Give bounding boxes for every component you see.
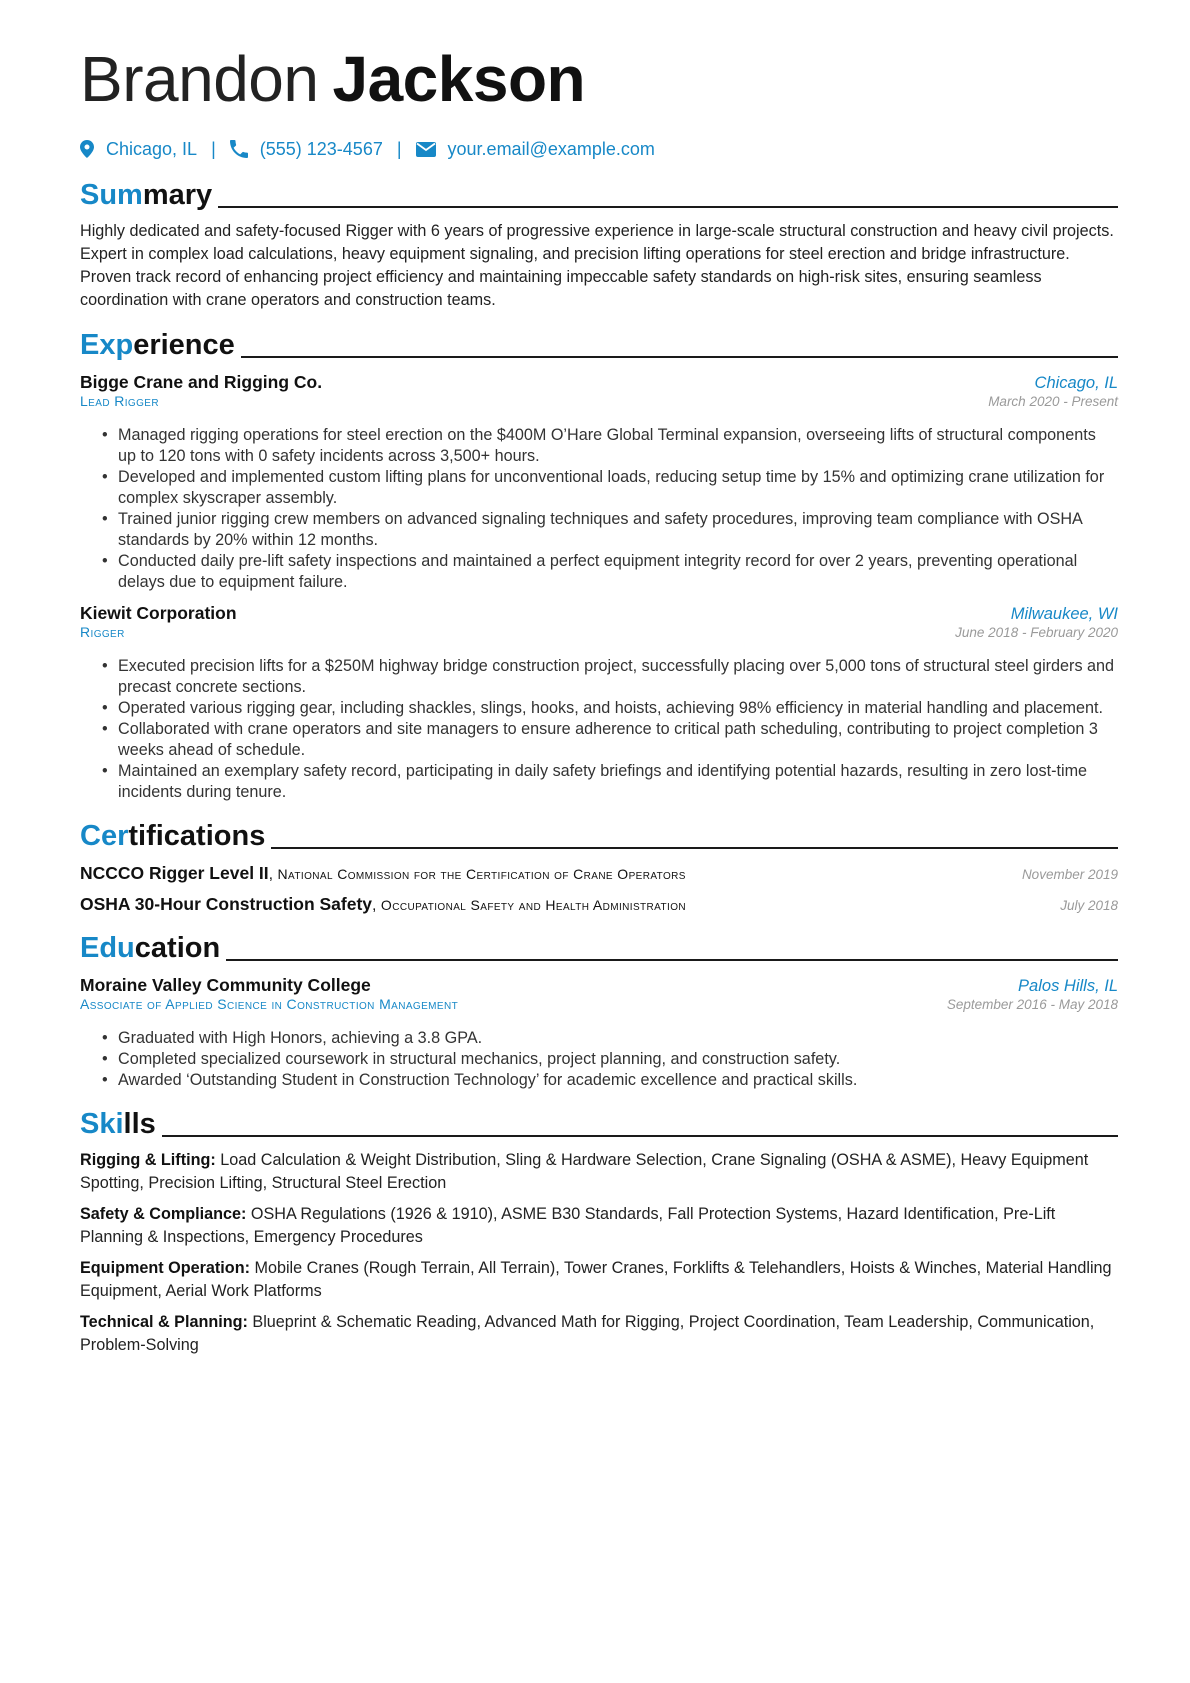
list-item: • Trained junior rigging crew members on advanced signaling techniques and safety procedures, improving team compliance with OSHA standards by 20% within 12 months. (102, 509, 1118, 551)
skill-label: Safety & Compliance: (80, 1205, 247, 1223)
skill-text: OSHA Regulations (1926 & 1910), ASME B30 Standards, Fall Protection Systems, Hazard Identification, Pre-Lift Planning & Inspections, Emergency Procedures (80, 1205, 1056, 1246)
skill-group (80, 1149, 1118, 1195)
section-title (80, 328, 235, 362)
job-dates: March 2020 - Present (988, 394, 1118, 409)
job-dates: June 2018 - February 2020 (955, 625, 1118, 640)
title-accent: Ski (80, 1108, 124, 1140)
section-divider (226, 959, 1118, 961)
certification-item (80, 894, 1118, 915)
job-bullets (102, 425, 1118, 593)
list-item: • Operated various rigging gear, including shackles, slings, hooks, and hoists, achieving 98% efficiency in material handling and placement. (102, 698, 1118, 719)
job-header (80, 372, 1118, 393)
school-name: Moraine Valley Community College (80, 975, 371, 995)
certification-title: OSHA 30-Hour Construction Safety, Occupational Safety and Health Administration (80, 894, 686, 914)
section-divider (271, 847, 1118, 849)
section-divider (218, 206, 1118, 208)
skill-label: Equipment Operation: (80, 1259, 250, 1277)
last-name: Jackson (332, 43, 586, 115)
skill-label: Rigging & Lifting: (80, 1151, 216, 1169)
skill-label: Technical & Planning: (80, 1313, 248, 1331)
company-name: Kiewit Corporation (80, 603, 237, 623)
section-header (80, 322, 1118, 362)
skill-text: Load Calculation & Weight Distribution, Sling & Hardware Selection, Crane Signaling (OSHA & ASME), Heavy Equipment Spotting, Precision Lifting, Structural Steel Erection (80, 1151, 1089, 1192)
education-subheader (80, 996, 1118, 1012)
summary-text: Highly dedicated and safety-focused Rigger with 6 years of progressive experience in large-scale structural construction and heavy civil projects. Expert in complex load calculations, heavy equipment signaling, and precision lifting operations for steel erection and bridge infrastructure. Proven track record of enhancing project efficiency and maintaining impeccable safety standards on high-risk sites, ensuring seamless coordination with crane operators and construction teams. (80, 222, 1114, 309)
title-accent: Edu (80, 932, 135, 964)
title-accent: Exp (80, 329, 134, 361)
certification-issuer: Occupational Safety and Health Administration (380, 897, 686, 913)
list-item: • Graduated with High Honors, achieving a 3.8 GPA. (102, 1028, 1118, 1049)
experience-section (80, 322, 1118, 803)
email-text: your.email@example.com (447, 138, 655, 159)
phone-text: (555) 123-4567 (259, 138, 383, 159)
title-rest: tifications (128, 820, 266, 852)
list-item: • Completed specialized coursework in structural mechanics, project planning, and construction safety. (102, 1049, 1118, 1070)
job-role: Lead Rigger (80, 393, 159, 409)
list-item: • Maintained an exemplary safety record, participating in daily safety briefings and identifying potential hazards, resulting in zero lost-time incidents during tenure. (102, 761, 1118, 803)
phone-icon (230, 140, 248, 158)
section-title (80, 178, 212, 212)
section-divider (162, 1135, 1118, 1137)
candidate-name (80, 40, 1118, 118)
degree-name: Associate of Applied Science in Construction Management (80, 996, 459, 1012)
section-title (80, 1107, 156, 1141)
first-name: Brandon (80, 43, 319, 115)
title-rest: cation (134, 932, 221, 964)
list-item: • Executed precision lifts for a $250M highway bridge construction project, successfully placing over 5,000 tons of structural steel girders and precast concrete sections. (102, 656, 1118, 698)
job-header (80, 603, 1118, 624)
list-item: • Developed and implemented custom lifting plans for unconventional loads, reducing setup time by 15% and optimizing crane utilization for complex skyscraper assembly. (102, 467, 1118, 509)
map-pin-icon (80, 140, 94, 158)
list-item: • Collaborated with crane operators and site managers to ensure adherence to critical path scheduling, contributing to project completion 3 weeks ahead of schedule. (102, 719, 1118, 761)
contact-separator: | (396, 138, 402, 159)
education-header (80, 975, 1118, 996)
section-header (80, 1101, 1118, 1141)
section-title (80, 931, 220, 965)
title-accent: Cer (80, 820, 129, 852)
skills-section (80, 1101, 1118, 1357)
envelope-icon (416, 142, 436, 157)
skill-group (80, 1203, 1118, 1249)
job-location: Milwaukee, WI (1010, 605, 1118, 623)
certification-title: NCCCO Rigger Level II, National Commission for the Certification of Crane Operators (80, 863, 686, 883)
certifications-section (80, 813, 1118, 915)
title-rest: lls (123, 1108, 156, 1140)
section-divider (241, 356, 1118, 358)
title-rest: mary (142, 179, 213, 211)
skill-group (80, 1311, 1118, 1357)
skill-group (80, 1257, 1118, 1303)
section-header (80, 172, 1118, 212)
contact-location (80, 139, 197, 160)
job-entry (80, 372, 1118, 593)
title-rest: erience (133, 329, 235, 361)
certification-name: OSHA 30-Hour Construction Safety (80, 894, 373, 914)
job-subheader (80, 624, 1118, 640)
list-item: • Conducted daily pre-lift safety inspections and maintained a perfect equipment integrity record for over 2 years, preventing operational delays due to equipment failure. (102, 551, 1118, 593)
certification-date: July 2018 (1060, 898, 1118, 913)
education-bullets (102, 1028, 1118, 1091)
job-subheader (80, 393, 1118, 409)
job-role: Rigger (80, 624, 125, 640)
list-item: • Managed rigging operations for steel erection on the $400M O’Hare Global Terminal expansion, overseeing lifts of structural components up to 120 tons with 0 safety incidents across 3,500+ hours. (102, 425, 1118, 467)
certification-item (80, 863, 1118, 884)
job-bullets (102, 656, 1118, 803)
summary-section (80, 172, 1118, 312)
school-location: Palos Hills, IL (1018, 977, 1118, 995)
skill-text: Mobile Cranes (Rough Terrain, All Terrain), Tower Cranes, Forklifts & Telehandlers, Hoists & Winches, Material Handling Equipment, Aerial Work Platforms (80, 1259, 1112, 1300)
education-entry (80, 975, 1118, 1091)
education-section (80, 925, 1118, 1091)
skill-text: Blueprint & Schematic Reading, Advanced Math for Rigging, Project Coordination, Team Leadership, Communication, Problem-Solving (80, 1313, 1095, 1354)
contact-separator: | (211, 138, 216, 159)
contact-bar (80, 136, 1118, 162)
section-header (80, 925, 1118, 965)
contact-email[interactable] (416, 139, 655, 160)
education-dates: September 2016 - May 2018 (946, 997, 1118, 1012)
job-entry (80, 603, 1118, 803)
certification-date: November 2019 (1021, 867, 1118, 882)
section-header (80, 813, 1118, 853)
contact-phone[interactable] (230, 139, 383, 160)
company-name: Bigge Crane and Rigging Co. (80, 372, 323, 392)
section-title (80, 819, 265, 853)
certification-issuer: National Commission for the Certification of Crane Operators (277, 866, 686, 882)
certification-name: NCCCO Rigger Level II (80, 863, 269, 883)
list-item: • Awarded ‘Outstanding Student in Construction Technology’ for academic excellence and practical skills. (102, 1070, 1118, 1091)
title-accent: Sum (80, 179, 143, 211)
location-text: Chicago, IL (106, 138, 198, 159)
job-location: Chicago, IL (1034, 374, 1118, 392)
